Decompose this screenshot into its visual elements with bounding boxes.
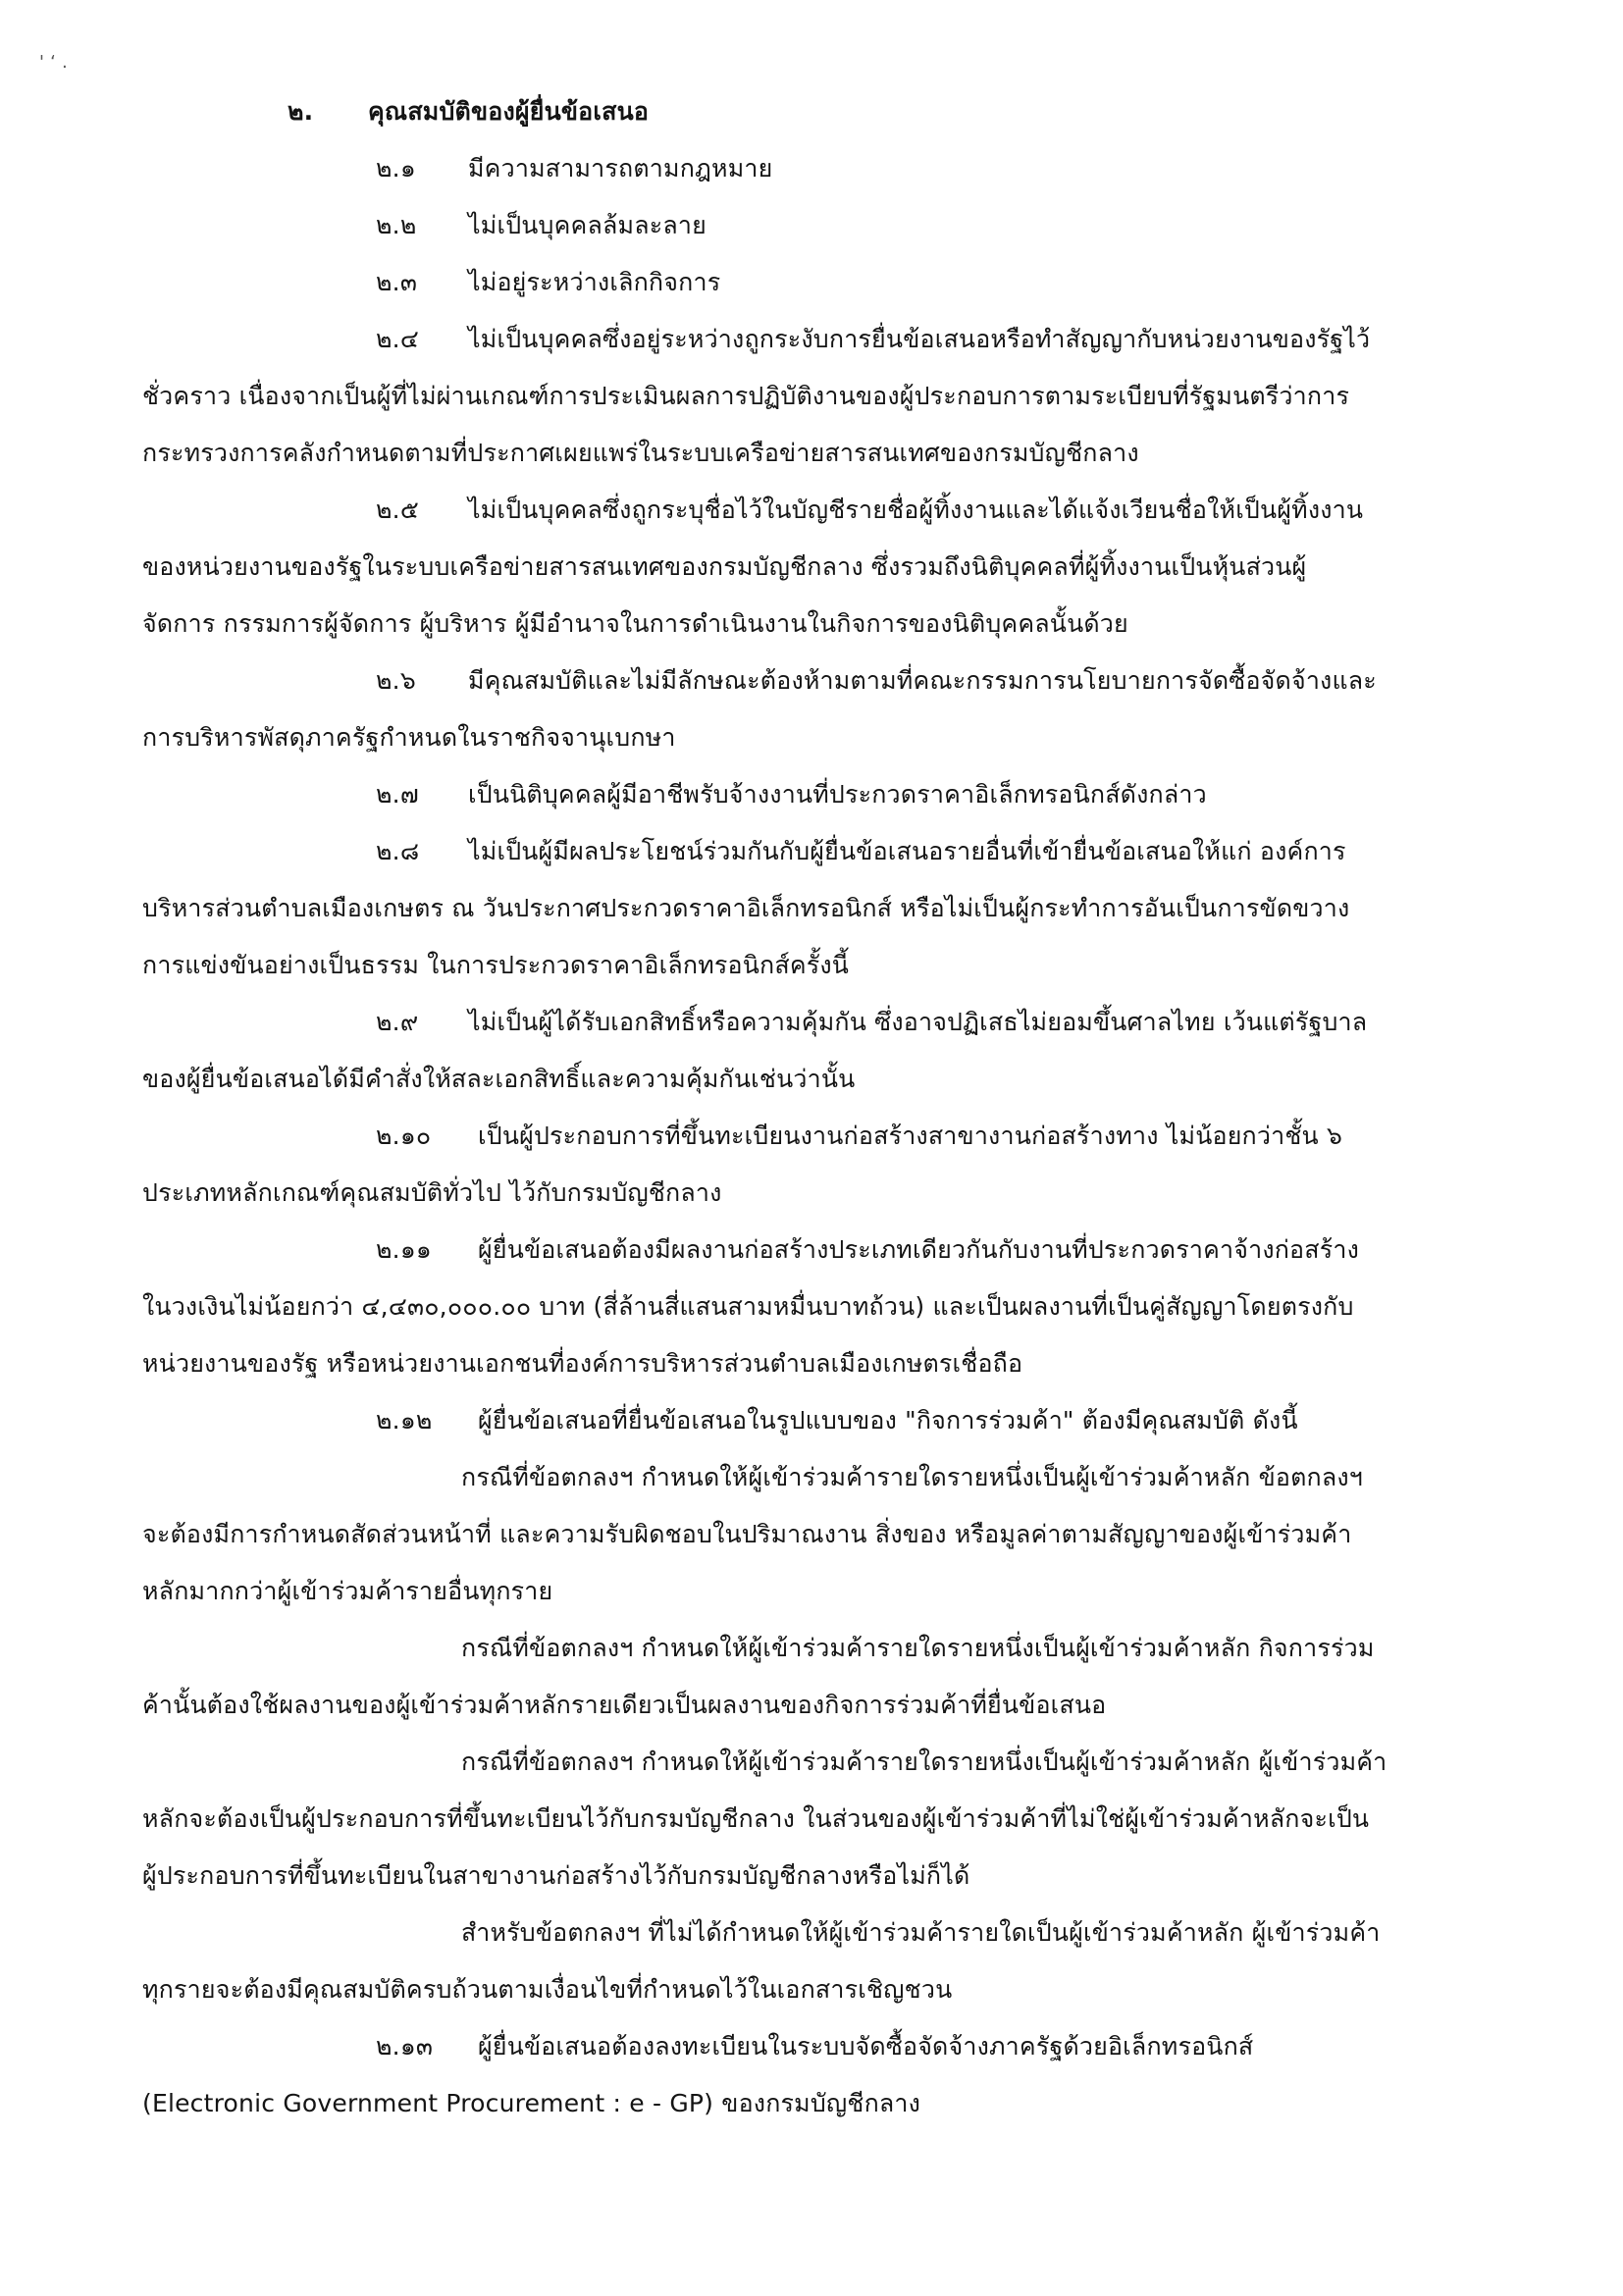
joint-venture-conditions	[142, 1449, 1438, 2018]
qualification-item	[142, 1108, 1438, 1222]
qualification-item	[142, 482, 1438, 652]
item-continuation-line: บริหารส่วนตำบลเมืองเกษตร ณ วันประกาศประกวดราคาอิเล็กทรอนิกส์ หรือไม่เป็นผู้กระทำการอันเป็นการขัดขวาง	[142, 894, 1350, 922]
item-number: ๒.๗	[376, 780, 419, 809]
item-number: ๒.๑๓	[376, 2032, 434, 2061]
item-number: ๒.๑๑	[376, 1235, 432, 1264]
paragraph-continuation-line: ทุกรายจะต้องมีคุณสมบัติครบถ้วนตามเงื่อนไขที่กำหนดไว้ในเอกสารเชิญชวน	[142, 1975, 953, 2004]
item-text: มีความสามารถตามกฎหมาย	[468, 154, 773, 183]
qualification-item	[142, 652, 1438, 766]
item-text: ไม่เป็นบุคคลซึ่งถูกระบุชื่อไว้ในบัญชีรายชื่อผู้ทิ้งงานและได้แจ้งเวียนชื่อให้เป็นผู้ทิ้งงาน	[468, 496, 1364, 524]
item-text: ผู้ยื่นข้อเสนอที่ยื่นข้อเสนอในรูปแบบของ "กิจการร่วมค้า" ต้องมีคุณสมบัติ ดังนี้	[478, 1406, 1298, 1435]
item-first-line	[142, 766, 1438, 823]
item-continuation-line: การแข่งขันอย่างเป็นธรรม ในการประกวดราคาอิเล็กทรอนิกส์ครั้งนี้	[142, 951, 850, 979]
section-number: ๒.	[288, 97, 314, 126]
joint-venture-paragraph	[142, 1449, 1438, 1620]
joint-venture-paragraph	[142, 1905, 1438, 2018]
item-text: ผู้ยื่นข้อเสนอต้องมีผลงานก่อสร้างประเภทเดียวกันกับงานที่ประกวดราคาจ้างก่อสร้าง	[478, 1235, 1360, 1264]
item-text: ไม่อยู่ระหว่างเลิกกิจการ	[468, 268, 721, 296]
item-number: ๒.๑๒	[376, 1406, 433, 1435]
item-first-line	[142, 823, 1438, 880]
item-continuation-line: ประเภทหลักเกณฑ์คุณสมบัติทั่วไป ไว้กับกรมบัญชีกลาง	[142, 1178, 722, 1207]
item-text: เป็นนิติบุคคลผู้มีอาชีพรับจ้างงานที่ประกวดราคาอิเล็กทรอนิกส์ดังกล่าว	[468, 780, 1207, 809]
item-first-line	[142, 652, 1438, 709]
item-continuation-line: ในวงเงินไม่น้อยกว่า ๔,๔๓๐,๐๐๐.๐๐ บาท (สี่ล้านสี่แสนสามหมื่นบาทถ้วน) และเป็นผลงานที่เป็นคู่สัญญาโดยตรงกับ	[142, 1292, 1354, 1321]
registration-requirement	[142, 2018, 1438, 2132]
item-first-line	[142, 1108, 1438, 1165]
qualification-item	[142, 1222, 1438, 1392]
item-text: ไม่เป็นบุคคลล้มละลาย	[468, 211, 707, 239]
qualification-item	[142, 311, 1438, 482]
qualification-item	[142, 1392, 1438, 1449]
section-heading	[142, 83, 1438, 140]
qualification-item	[142, 140, 1438, 197]
paragraph-first-line: กรณีที่ข้อตกลงฯ กำหนดให้ผู้เข้าร่วมค้ารายใดรายหนึ่งเป็นผู้เข้าร่วมค้าหลัก ข้อตกลงฯ	[461, 1463, 1364, 1491]
scan-specks: ' ‘ ․	[39, 52, 69, 73]
item-text: ไม่เป็นผู้มีผลประโยชน์ร่วมกันกับผู้ยื่นข้อเสนอรายอื่นที่เข้ายื่นข้อเสนอให้แก่ องค์การ	[468, 837, 1346, 865]
qualification-item	[142, 254, 1438, 311]
joint-venture-paragraph	[142, 1734, 1438, 1905]
item-text: เป็นผู้ประกอบการที่ขึ้นทะเบียนงานก่อสร้างสาขางานก่อสร้างทาง ไม่น้อยกว่าชั้น ๖	[478, 1122, 1343, 1150]
paragraph-continuation-line: จะต้องมีการกำหนดสัดส่วนหน้าที่ และความรับผิดชอบในปริมาณงาน สิ่งของ หรือมูลค่าตามสัญญาของผู้เข้าร่วมค้า	[142, 1520, 1352, 1548]
paragraph-continuation-line: ค้านั้นต้องใช้ผลงานของผู้เข้าร่วมค้าหลักรายเดียวเป็นผลงานของกิจการร่วมค้าที่ยื่นข้อเสนอ	[142, 1691, 1107, 1719]
section-title: คุณสมบัติของผู้ยื่นข้อเสนอ	[368, 97, 650, 126]
item-first-line	[142, 254, 1438, 311]
item-number: ๒.๕	[376, 496, 419, 524]
item-number: ๒.๔	[376, 325, 419, 353]
item-first-line	[142, 197, 1438, 254]
document-body	[142, 83, 1438, 2132]
item-first-line	[142, 2018, 1438, 2075]
item-text: ไม่เป็นผู้ได้รับเอกสิทธิ์หรือความคุ้มกัน ซึ่งอาจปฏิเสธไม่ยอมขึ้นศาลไทย เว้นแต่รัฐบาล	[468, 1008, 1368, 1036]
item-first-line	[142, 140, 1438, 197]
item-number: ๒.๙	[376, 1008, 419, 1036]
paragraph-continuation-line: ผู้ประกอบการที่ขึ้นทะเบียนในสาขางานก่อสร้างไว้กับกรมบัญชีกลางหรือไม่ก็ได้	[142, 1861, 970, 1890]
item-first-line	[142, 482, 1438, 539]
joint-venture-paragraph	[142, 1620, 1438, 1734]
item-text: ไม่เป็นบุคคลซึ่งอยู่ระหว่างถูกระงับการยื่นข้อเสนอหรือทำสัญญากับหน่วยงานของรัฐไว้	[468, 325, 1371, 353]
qualification-item	[142, 823, 1438, 994]
item-number: ๒.๖	[376, 666, 416, 695]
item-number: ๒.๑	[376, 154, 416, 183]
qualification-list	[142, 140, 1438, 1449]
item-text: ผู้ยื่นข้อเสนอต้องลงทะเบียนในระบบจัดซื้อจัดจ้างภาครัฐด้วยอิเล็กทรอนิกส์	[478, 2032, 1254, 2061]
qualification-item	[142, 766, 1438, 823]
item-first-line	[142, 1392, 1438, 1449]
item-continuation-line: ชั่วคราว เนื่องจากเป็นผู้ที่ไม่ผ่านเกณฑ์การประเมินผลการปฏิบัติงานของผู้ประกอบการตามระเบียบที่รัฐมนตรีว่าการ	[142, 382, 1350, 410]
item-text: มีคุณสมบัติและไม่มีลักษณะต้องห้ามตามที่คณะกรรมการนโยบายการจัดซื้อจัดจ้างและ	[468, 666, 1377, 695]
qualification-item	[142, 2018, 1438, 2132]
item-number: ๒.๒	[376, 211, 417, 239]
qualification-item	[142, 197, 1438, 254]
item-number: ๒.๓	[376, 268, 418, 296]
item-continuation-line: (Electronic Government Procurement : e - GP) ของกรมบัญชีกลาง	[142, 2089, 921, 2117]
item-continuation-line: การบริหารพัสดุภาครัฐกำหนดในราชกิจจานุเบกษา	[142, 723, 676, 752]
item-continuation-line: จัดการ กรรมการผู้จัดการ ผู้บริหาร ผู้มีอำนาจในการดำเนินงานในกิจการของนิติบุคคลนั้นด้วย	[142, 609, 1128, 638]
item-continuation-line: หน่วยงานของรัฐ หรือหน่วยงานเอกชนที่องค์การบริหารส่วนตำบลเมืองเกษตรเชื่อถือ	[142, 1349, 1023, 1378]
paragraph-first-line: กรณีที่ข้อตกลงฯ กำหนดให้ผู้เข้าร่วมค้ารายใดรายหนึ่งเป็นผู้เข้าร่วมค้าหลัก กิจการร่วม	[461, 1634, 1375, 1662]
item-first-line	[142, 994, 1438, 1051]
paragraph-first-line: กรณีที่ข้อตกลงฯ กำหนดให้ผู้เข้าร่วมค้ารายใดรายหนึ่งเป็นผู้เข้าร่วมค้าหลัก ผู้เข้าร่วมค้า	[461, 1748, 1387, 1776]
item-continuation-line: กระทรวงการคลังกำหนดตามที่ประกาศเผยแพร่ในระบบเครือข่ายสารสนเทศของกรมบัญชีกลาง	[142, 439, 1139, 467]
paragraph-continuation-line: หลักจะต้องเป็นผู้ประกอบการที่ขึ้นทะเบียนไว้กับกรมบัญชีกลาง ในส่วนของผู้เข้าร่วมค้าที่ไม่ใช่ผู้เข้าร่วมค้าหลักจะเป็น	[142, 1804, 1370, 1833]
item-number: ๒.๘	[376, 837, 420, 865]
qualification-item	[142, 994, 1438, 1108]
item-first-line	[142, 311, 1438, 368]
paragraph-first-line: สำหรับข้อตกลงฯ ที่ไม่ได้กำหนดให้ผู้เข้าร่วมค้ารายใดเป็นผู้เข้าร่วมค้าหลัก ผู้เข้าร่วมค้า	[461, 1918, 1381, 1947]
item-continuation-line: ของหน่วยงานของรัฐในระบบเครือข่ายสารสนเทศของกรมบัญชีกลาง ซึ่งรวมถึงนิติบุคคลที่ผู้ทิ้งงานเป็นหุ้นส่วนผู้	[142, 552, 1307, 581]
item-first-line	[142, 1222, 1438, 1278]
item-continuation-line: ของผู้ยื่นข้อเสนอได้มีคำสั่งให้สละเอกสิทธิ์และความคุ้มกันเช่นว่านั้น	[142, 1065, 856, 1093]
paragraph-continuation-line: หลักมากกว่าผู้เข้าร่วมค้ารายอื่นทุกราย	[142, 1577, 553, 1605]
item-number: ๒.๑๐	[376, 1122, 432, 1150]
